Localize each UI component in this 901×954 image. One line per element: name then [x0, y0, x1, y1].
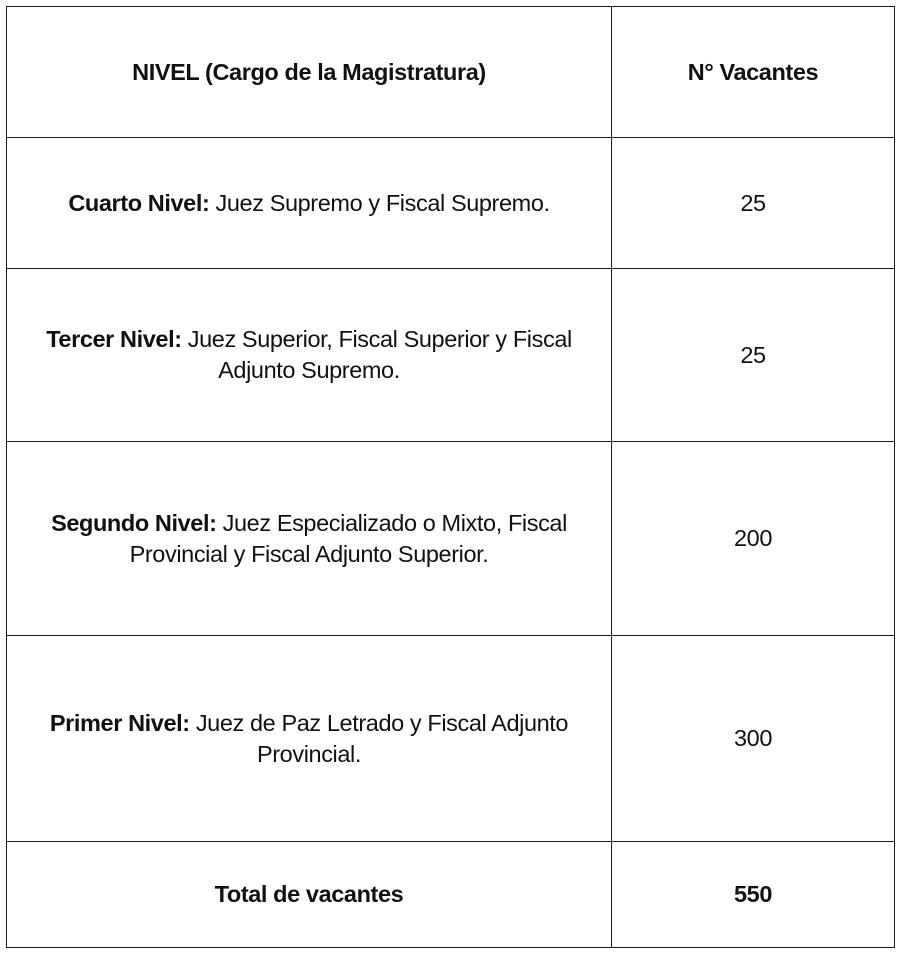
- table-row: [7, 636, 895, 842]
- level-description: Juez Especializado o Mixto, Fiscal Provincial y Fiscal Adjunto Superior.: [129, 509, 567, 567]
- level-name: Segundo Nivel:: [51, 509, 217, 536]
- total-value: 550: [612, 842, 895, 948]
- total-row: [7, 842, 895, 948]
- level-name: Tercer Nivel:: [46, 326, 182, 352]
- level-cell: [7, 442, 612, 636]
- level-description: Juez Supremo y Fiscal Supremo.: [209, 189, 550, 216]
- level-cell: [7, 138, 612, 269]
- level-cell: [7, 636, 612, 842]
- vacancies-cell: 200: [612, 442, 895, 636]
- header-nivel: NIVEL (Cargo de la Magistratura): [7, 7, 612, 138]
- header-vacantes: N° Vacantes: [612, 7, 895, 138]
- level-cell: [7, 269, 612, 442]
- level-name: Primer Nivel:: [49, 709, 190, 736]
- vacancies-cell: 25: [612, 269, 895, 442]
- table-header-row: [7, 7, 895, 138]
- total-label: Total de vacantes: [7, 842, 612, 948]
- level-name: Cuarto Nivel:: [68, 189, 210, 216]
- vacancies-table: [6, 6, 895, 948]
- vacancies-cell: 25: [612, 138, 895, 269]
- vacancies-cell: 300: [612, 636, 895, 842]
- level-description: Juez Superior, Fiscal Superior y Fiscal Adjunto Supremo.: [181, 326, 572, 383]
- table-row: [7, 138, 895, 269]
- table-row: [7, 269, 895, 442]
- table-row: [7, 442, 895, 636]
- level-description: Juez de Paz Letrado y Fiscal Adjunto Provincial.: [189, 709, 569, 767]
